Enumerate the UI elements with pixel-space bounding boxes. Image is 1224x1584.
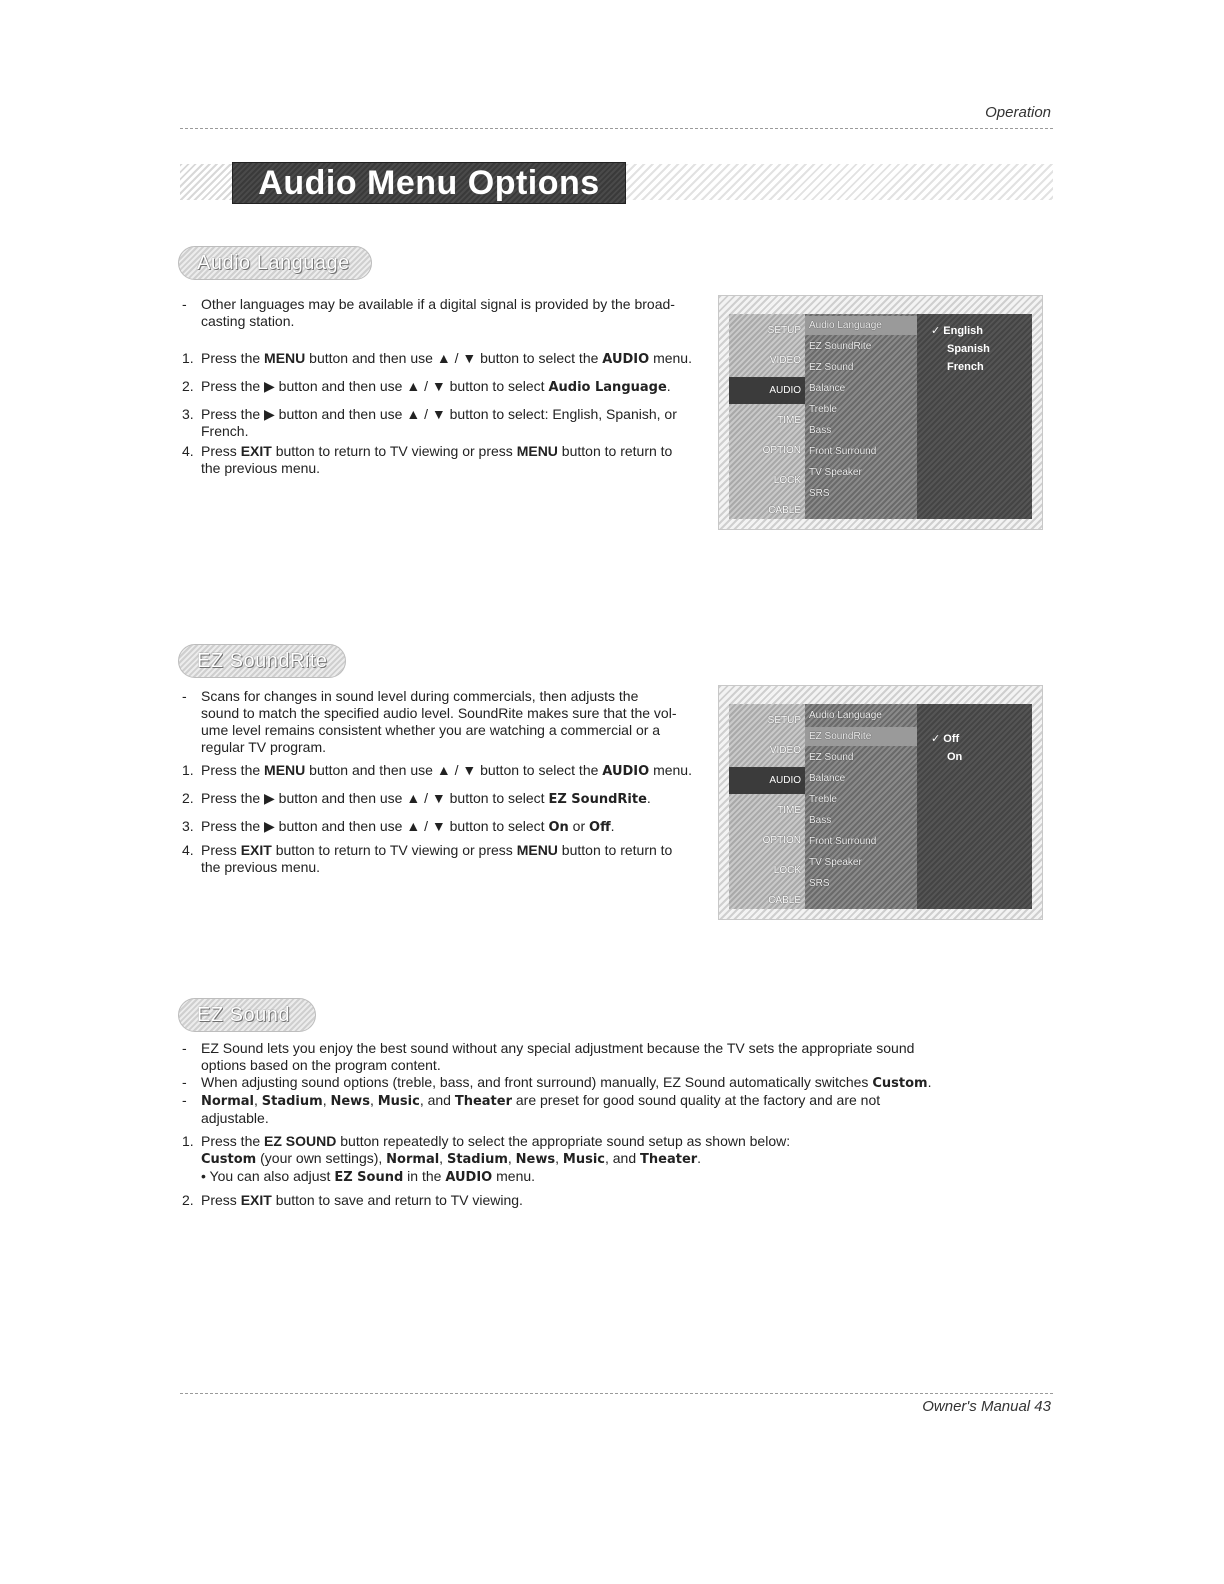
step-text: Press the ▶ button and then use ▲ / ▼ button to select [201,378,549,394]
step-text: button to return to [557,443,673,459]
mode-music: Music [562,1152,605,1167]
menu-sidebar [729,704,805,909]
step-text: (your own settings), [256,1150,387,1166]
step [180,350,710,368]
menu-sidebar-item: CABLE [768,895,801,906]
step-key: MENU [264,350,306,366]
step-option: Off [589,820,611,835]
step-number: 4. [182,443,194,459]
menu-sidebar-item: SETUP [767,325,801,336]
mode-custom: Custom [201,1152,257,1167]
step-text: button to return to TV viewing or press [271,443,517,459]
audio-language-text [180,296,710,477]
mode-music: Music [377,1094,420,1109]
note-line: casting station. [201,313,295,329]
banner-title-box [232,162,626,204]
page-number: Owner's Manual 43 [922,1398,1051,1415]
step-text: menu. [649,350,692,366]
separator: , [555,1150,563,1166]
step-text: . [697,1150,702,1166]
heading-ez-soundrite [178,644,346,678]
step [180,378,710,396]
note-line: EZ Sound lets you enjoy the best sound without any special adjustment because the TV sets the appropriate sound [201,1040,915,1056]
menu-options [917,314,1032,519]
mode-theater: Theater [454,1094,512,1109]
step-text: Press the ▶ button and then use ▲ / ▼ button to select [201,790,549,806]
menu-sidebar-item: TIME [777,805,801,816]
menu-list-item: Balance [809,773,846,784]
mode-normal: Normal [386,1152,440,1167]
step-text: button and then use ▲ / ▼ button to select the [305,762,603,778]
heading-ez-soundrite-text: EZ SoundRite [197,650,328,672]
banner-stripe-left [180,164,232,200]
menu-options [917,704,1032,909]
step [180,842,710,876]
heading-audio-language [178,246,372,280]
menu-sidebar-item: TIME [777,415,801,426]
separator: , [254,1092,262,1108]
ez-sound-text [180,1040,1030,1209]
step [180,406,710,440]
step-menu: EZ SoundRite [548,792,647,807]
menu-list-item: Audio Language [809,710,882,721]
separator: , and [604,1150,641,1166]
menu-list-item: SRS [809,488,830,499]
title-banner [180,160,1053,204]
note-text: are preset for good sound quality at the factory and are not [512,1092,881,1108]
step-number: 3. [182,818,194,834]
page-header [180,100,1053,129]
separator: , [322,1092,331,1108]
step-menu: Audio Language [548,380,667,395]
step [180,443,710,477]
menu-list-item: EZ Sound [809,362,854,373]
step-menu: AUDIO [602,352,650,367]
step-number: 3. [182,406,194,422]
banner-stripe-right [626,164,1053,200]
menu-sidebar-item-selected: AUDIO [729,767,805,794]
step-text: French. [201,423,249,439]
menu-sidebar-item-selected: AUDIO [729,377,805,404]
menu-list-item: TV Speaker [809,857,862,868]
note: - Normal, Stadium, News, Music, and Theater are preset for good sound quality at the factory and are not adjustable. [182,1092,881,1126]
menu-option: Spanish [947,343,990,355]
step-menu: AUDIO [445,1170,493,1185]
step-text: Press [201,443,241,459]
note-line: Other languages may be available if a digital signal is provided by the broad- [201,296,675,312]
step-menu: EZ Sound [334,1170,404,1185]
step [180,1133,1030,1186]
separator: , [507,1150,516,1166]
heading-ez-sound [178,998,316,1032]
step-text: button to return to TV viewing or press [271,842,517,858]
menu-list-item: Treble [809,404,837,415]
step-number: 4. [182,842,194,858]
step [180,818,710,836]
step-text: button repeatedly to select the appropriate sound setup as shown below: [336,1133,791,1149]
menu-sidebar [729,314,805,519]
step-text: • You can also adjust [201,1168,335,1184]
menu-list-item: Balance [809,383,846,394]
heading-ez-sound-text: EZ Sound [197,1004,290,1026]
mode-stadium: Stadium [446,1152,508,1167]
menu-sidebar-item: OPTION [762,445,801,456]
note: - When adjusting sound options (treble, bass, and front surround) manually, EZ Sound automatically switches Custom. [182,1074,932,1091]
section-label: Operation [985,104,1051,121]
ez-soundrite-text [180,688,710,876]
step-menu: AUDIO [602,764,650,779]
step-text: button to return to [557,842,673,858]
separator: , and [419,1092,455,1108]
step-number: 1. [182,762,194,778]
step-text: Press the [201,1133,265,1149]
menu-sidebar-item: VIDEO [769,745,801,756]
separator: , [369,1092,378,1108]
menu-option-selected: ✓ Off [931,733,960,745]
heading-audio-language-text: Audio Language [197,252,350,274]
menu-list-item: SRS [809,878,830,889]
step-text: Press [201,1192,241,1208]
menu-list-item: Bass [809,815,832,826]
step-text: . [666,378,671,394]
step-option: On [548,820,569,835]
step-key: MENU [264,762,306,778]
menu-screenshot-audio-language [718,295,1043,530]
step-number: 1. [182,1133,194,1149]
note-line: sound to match the specified audio level. SoundRite makes sure that the vol- [201,705,677,721]
page-footer [180,1393,1053,1418]
step-key: EZ SOUND [264,1133,337,1149]
menu-option: French [947,361,984,373]
step-text: . [610,818,615,834]
menu-sidebar-item: VIDEO [769,355,801,366]
note-text: adjustable. [201,1110,269,1126]
step-text: Press the [201,762,265,778]
step-text: or [568,818,590,834]
mode-normal: Normal [201,1094,254,1109]
menu-sidebar-item: LOCK [773,475,801,486]
menu-sidebar-item: SETUP [767,715,801,726]
note: - Scans for changes in sound level during commercials, then adjusts the sound to match the specified audio level. SoundRite makes sure that the vol- ume level remains consistent whether you are watching a commercial or a regular TV program. [182,688,677,755]
separator: , [439,1150,447,1166]
menu-list [805,704,917,909]
menu-list-item: Front Surround [809,446,877,457]
step-text: Press [201,842,241,858]
menu-sidebar-item: OPTION [762,835,801,846]
step-key: MENU [516,443,558,459]
note-line: regular TV program. [201,739,327,755]
note-line: ume level remains consistent whether you are watching a commercial or a [201,722,661,738]
step-text: Press the ▶ button and then use ▲ / ▼ button to select [201,818,549,834]
step-number: 2. [182,1192,194,1208]
mode-custom: Custom [872,1076,928,1091]
menu-list-item: TV Speaker [809,467,862,478]
mode-news: News [330,1094,370,1109]
step [180,1192,1030,1209]
step-key: EXIT [240,443,272,459]
menu-sidebar-item: LOCK [773,865,801,876]
menu-list-item: EZ Sound [809,752,854,763]
step-text: Press the [201,350,265,366]
note: - EZ Sound lets you enjoy the best sound without any special adjustment because the TV sets the appropriate sound options based on the program content. [182,1040,915,1073]
menu-list-item: EZ SoundRite [809,341,872,352]
step [180,762,710,780]
menu-screenshot-ez-soundrite [718,685,1043,920]
page-title: Audio Menu Options [258,164,600,202]
step [180,790,710,808]
step-text: menu. [649,762,692,778]
note-text: . [927,1074,932,1090]
mode-theater: Theater [640,1152,698,1167]
step-key: EXIT [240,842,272,858]
step-number: 2. [182,790,194,806]
menu-option-selected: ✓ English [931,325,983,337]
note-line: Scans for changes in sound level during commercials, then adjusts the [201,688,639,704]
step-text: button to save and return to TV viewing. [271,1192,523,1208]
step-text: menu. [492,1168,536,1184]
mode-stadium: Stadium [261,1094,323,1109]
note-line: options based on the program content. [201,1057,441,1073]
step-text: button and then use ▲ / ▼ button to select the [305,350,603,366]
step-text: Press the ▶ button and then use ▲ / ▼ button to select: English, Spanish, or [201,406,677,422]
step-number: 1. [182,350,194,366]
note: - Other languages may be available if a digital signal is provided by the broad- casting station. [182,296,675,329]
step-text: . [646,790,651,806]
step-text: in the [403,1168,446,1184]
menu-list-item: Treble [809,794,837,805]
menu-list-item: Front Surround [809,836,877,847]
step-number: 2. [182,378,194,394]
note-text: When adjusting sound options (treble, bass, and front surround) manually, EZ Sound automatically switches [201,1074,873,1090]
step-text: the previous menu. [201,859,321,875]
menu-list-item: Bass [809,425,832,436]
step-text: the previous menu. [201,460,321,476]
step-key: MENU [516,842,558,858]
menu-list-item-selected: EZ SoundRite [805,727,917,746]
menu-sidebar-item: CABLE [768,505,801,516]
menu-option: On [947,751,963,763]
step-key: EXIT [240,1192,272,1208]
mode-news: News [515,1152,556,1167]
menu-list-item-selected: Audio Language [805,316,917,335]
menu-list [805,314,917,519]
